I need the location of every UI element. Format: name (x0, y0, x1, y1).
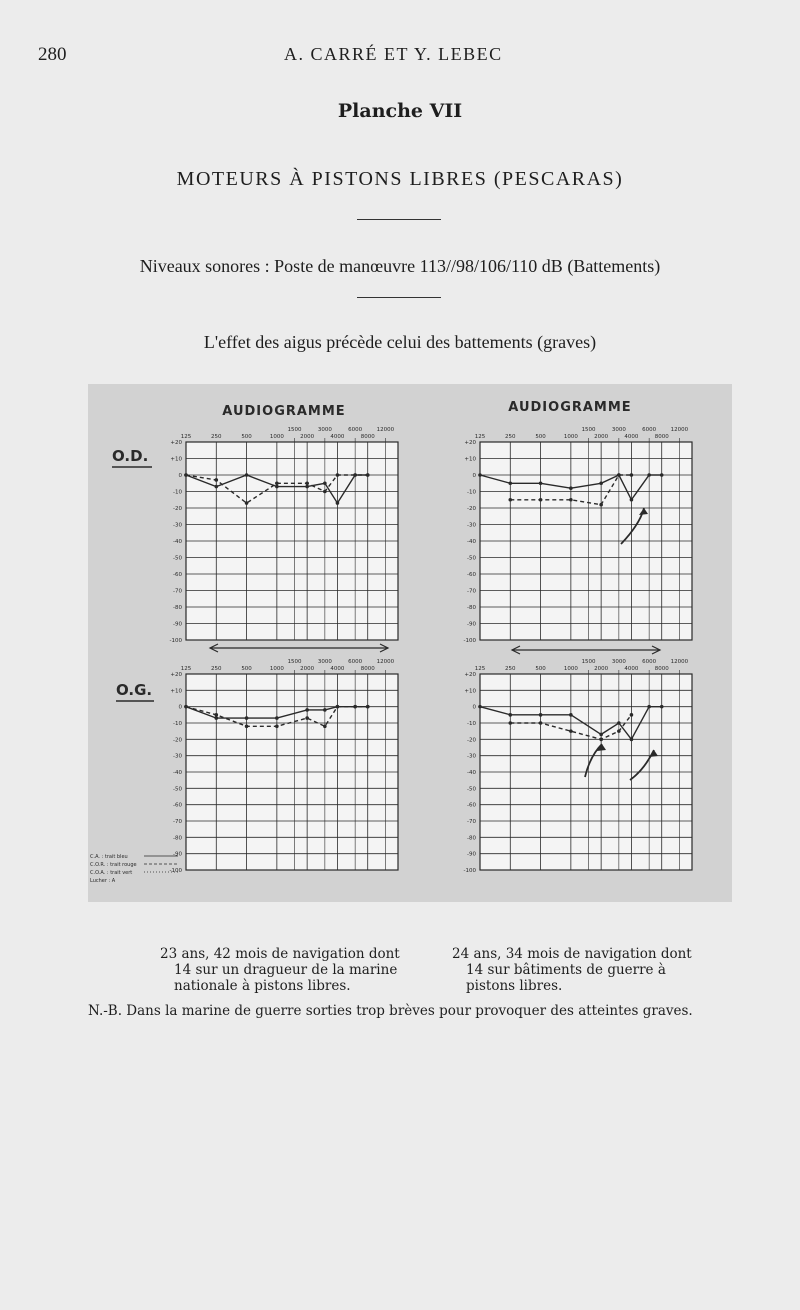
freq-tick-label: 1000 (563, 666, 578, 672)
audiogram-point (647, 705, 651, 709)
audiogram-point (184, 473, 188, 477)
audiogram-point (305, 481, 309, 485)
level-tick-label: -30 (467, 753, 476, 760)
audiogram-point (214, 713, 218, 717)
freq-tick-label: 4000 (624, 666, 639, 672)
level-tick-label: -70 (173, 588, 182, 595)
audiogram-point (569, 729, 573, 733)
audiogram-point (305, 716, 309, 720)
audiogram-point (245, 716, 249, 720)
freq-tick-label-top: 1500 (287, 659, 302, 665)
level-tick-label: -30 (467, 522, 476, 529)
audiogram-point (478, 473, 482, 477)
audiogram-point (539, 481, 543, 485)
level-tick-label: -30 (173, 522, 182, 529)
audiogram-point (366, 705, 370, 709)
audiogram-title-right: AUDIOGRAMME (508, 400, 632, 415)
audiogram-point (245, 501, 249, 505)
freq-tick-label-top: 6000 (348, 427, 363, 433)
level-tick-label: -80 (467, 835, 476, 842)
audiogram-figure (88, 384, 732, 902)
freq-tick-label: 250 (505, 434, 516, 440)
audiogram-point (353, 473, 357, 477)
audiogram-point (275, 485, 279, 489)
audiogram-point (508, 713, 512, 717)
level-tick-label: -100 (169, 638, 182, 644)
level-tick-label: 0 (472, 473, 476, 479)
audiogram-point (539, 721, 543, 725)
effect-line: L'effet des aigus précède celui des battements (graves) (203, 332, 597, 352)
freq-tick-label: 500 (241, 434, 252, 440)
audiogram-point (245, 724, 249, 728)
freq-tick-label: 4000 (330, 434, 345, 440)
level-tick-label: -40 (467, 539, 476, 545)
legend-entry: C.O.A. : trait vert (90, 870, 133, 876)
audiogram-point (323, 490, 327, 494)
level-tick-label: +20 (170, 672, 182, 678)
audiogram-point (569, 498, 573, 502)
freq-tick-label-top: 3000 (317, 659, 332, 665)
audiogram-point (508, 481, 512, 485)
audiogram-point (617, 729, 621, 733)
freq-tick-label-top: 6000 (348, 659, 363, 665)
audiogram-point (569, 486, 573, 490)
audiogram-point (630, 738, 634, 742)
freq-tick-label-top: 1500 (581, 427, 596, 433)
audiogram-point (630, 473, 634, 477)
audiogram-point (599, 481, 603, 485)
freq-tick-label-top: 12000 (670, 427, 689, 433)
freq-tick-label-top: 6000 (642, 427, 657, 433)
level-tick-label: -80 (173, 835, 182, 842)
level-tick-label: 0 (472, 704, 476, 711)
audiogram-point (305, 708, 309, 712)
audiogram-point (323, 724, 327, 728)
audiogram-point (323, 708, 327, 712)
level-tick-label: -20 (467, 737, 476, 744)
freq-tick-label: 500 (535, 666, 546, 672)
running-head: A. CARRÉ ET Y. LEBEC (284, 44, 503, 64)
audiogram-point (353, 705, 357, 709)
audiogram-point (660, 473, 664, 477)
footnote: N.-B. Dans la marine de guerre sorties trop brèves pour provoquer des atteintes graves. (88, 1003, 693, 1019)
freq-tick-label: 1000 (269, 434, 284, 440)
audiogram-point (275, 724, 279, 728)
level-tick-label: -60 (173, 572, 182, 578)
audiogram-point (599, 733, 603, 737)
level-tick-label: -10 (173, 489, 182, 496)
page-number: 280 (38, 44, 67, 65)
audiogram-point (647, 473, 651, 477)
level-tick-label: 0 (178, 473, 182, 479)
freq-tick-label: 250 (505, 666, 516, 672)
level-tick-label: -10 (467, 721, 476, 727)
level-tick-label: +20 (464, 440, 476, 446)
audiogram-point (478, 705, 482, 709)
level-tick-label: -90 (467, 851, 476, 858)
audiogram-point (366, 473, 370, 477)
level-tick-label: -90 (173, 851, 182, 858)
audiogram-point (617, 721, 621, 725)
level-tick-label: +10 (464, 456, 476, 463)
caption-right-first-line: 24 ans, 34 mois de navigation dont (452, 946, 692, 962)
audiogram-point (336, 705, 340, 709)
level-tick-label: -10 (467, 489, 476, 496)
level-tick-label: +10 (170, 456, 182, 463)
audiogram-point (508, 721, 512, 725)
freq-tick-label: 250 (211, 666, 222, 672)
freq-tick-label: 500 (241, 666, 252, 672)
freq-tick-label-top: 6000 (642, 659, 657, 665)
audiogram-point (599, 503, 603, 507)
level-tick-label: -40 (173, 770, 182, 776)
audiogram-point (214, 485, 218, 489)
freq-tick-label: 2000 (300, 666, 315, 672)
audiogram-plate (88, 384, 732, 902)
freq-tick-label-top: 3000 (317, 427, 332, 433)
freq-tick-label: 250 (211, 434, 222, 440)
legend-entry: C.A. : trait bleu (90, 854, 128, 860)
freq-tick-label-top: 12000 (376, 659, 395, 665)
level-tick-label: -60 (467, 572, 476, 578)
audiogram-point (539, 713, 543, 717)
freq-tick-label-top: 12000 (376, 427, 395, 433)
audiogram-point (569, 713, 573, 717)
freq-tick-label-top: 3000 (611, 659, 626, 665)
audiogram-point (323, 481, 327, 485)
audiogram-point (336, 473, 340, 477)
level-tick-label: 0 (178, 704, 182, 711)
level-tick-label: -100 (463, 638, 476, 644)
level-tick-label: -90 (467, 621, 476, 628)
audiogram-point (275, 481, 279, 485)
level-tick-label: -80 (173, 605, 182, 611)
row-label-og: O.G. (116, 681, 153, 699)
freq-tick-label: 2000 (594, 666, 609, 672)
level-tick-label: -50 (467, 786, 476, 793)
freq-tick-label-top: 3000 (611, 427, 626, 433)
level-tick-label: -70 (173, 819, 182, 825)
caption-right (452, 946, 712, 994)
level-tick-label: -50 (467, 555, 476, 562)
audiogram-point (245, 473, 249, 477)
freq-tick-label: 8000 (654, 666, 669, 672)
caption-left-rest: 14 sur un dragueur de la marine nationale à pistons libres. (174, 962, 398, 994)
freq-tick-label-top: 1500 (287, 427, 302, 433)
freq-tick-label-top: 12000 (670, 659, 689, 665)
audiogram-point (214, 478, 218, 482)
level-tick-label: -70 (467, 588, 476, 595)
audiogram-title-left: AUDIOGRAMME (222, 404, 346, 419)
freq-tick-label: 8000 (360, 434, 375, 440)
freq-tick-label: 1000 (563, 434, 578, 440)
level-tick-label: -70 (467, 819, 476, 825)
level-tick-label: -30 (173, 753, 182, 760)
level-tick-label: -50 (173, 786, 182, 793)
main-title: MOTEURS À PISTONS LIBRES (PESCARAS) (176, 168, 624, 190)
caption-left-first-line: 23 ans, 42 mois de navigation dont (160, 946, 400, 962)
title-rule (357, 219, 441, 220)
audiogram-point (184, 705, 188, 709)
level-tick-label: -10 (173, 721, 182, 727)
legend-entry: Lucher : A (90, 878, 116, 884)
level-tick-label: +10 (464, 688, 476, 695)
freq-tick-label: 2000 (594, 434, 609, 440)
level-tick-label: +20 (464, 672, 476, 678)
freq-tick-label: 500 (535, 434, 546, 440)
audiogram-point (214, 716, 218, 720)
freq-tick-label: 8000 (360, 666, 375, 672)
level-tick-label: -100 (169, 868, 182, 874)
audiogram-point (660, 705, 664, 709)
freq-tick-label: 2000 (300, 434, 315, 440)
level-tick-label: -40 (173, 539, 182, 545)
freq-tick-label: 8000 (654, 434, 669, 440)
freq-tick-label: 1000 (269, 666, 284, 672)
level-tick-label: -90 (173, 621, 182, 628)
audiogram-point (305, 485, 309, 489)
audiogram-point (630, 713, 634, 717)
row-label-od: O.D. (112, 447, 149, 465)
level-tick-label: -50 (173, 555, 182, 562)
caption-right-rest: 14 sur bâtiments de guerre à pistons libres. (466, 962, 666, 994)
freq-tick-label: 4000 (330, 666, 345, 672)
audiogram-point (630, 498, 634, 502)
audiogram-point (539, 498, 543, 502)
freq-tick-label: 125 (474, 666, 486, 672)
level-tick-label: -80 (467, 605, 476, 611)
audiogram-point (336, 501, 340, 505)
level-tick-label: -20 (173, 737, 182, 744)
level-tick-label: -60 (467, 802, 476, 809)
audiogram-point (599, 738, 603, 742)
freq-tick-label-top: 1500 (581, 659, 596, 665)
level-tick-label: -40 (467, 770, 476, 776)
level-tick-label: +10 (170, 688, 182, 695)
freq-tick-label: 125 (474, 434, 486, 440)
caption-left (160, 946, 420, 994)
audiogram-point (508, 498, 512, 502)
level-tick-label: -20 (467, 506, 476, 512)
freq-tick-label: 125 (180, 434, 192, 440)
plate-title: Planche VII (337, 100, 463, 122)
sound-levels-rule (357, 297, 441, 298)
legend-entry: C.O.R. : trait rouge (90, 862, 137, 868)
level-tick-label: -60 (173, 802, 182, 809)
sound-levels-line: Niveaux sonores : Poste de manœuvre 113//98/106/110 dB (Battements) (139, 256, 661, 276)
audiogram-point (617, 473, 621, 477)
freq-tick-label: 4000 (624, 434, 639, 440)
level-tick-label: -20 (173, 506, 182, 512)
level-tick-label: +20 (170, 440, 182, 446)
audiogram-point (275, 716, 279, 720)
level-tick-label: -100 (463, 868, 476, 874)
freq-tick-label: 125 (180, 666, 192, 672)
